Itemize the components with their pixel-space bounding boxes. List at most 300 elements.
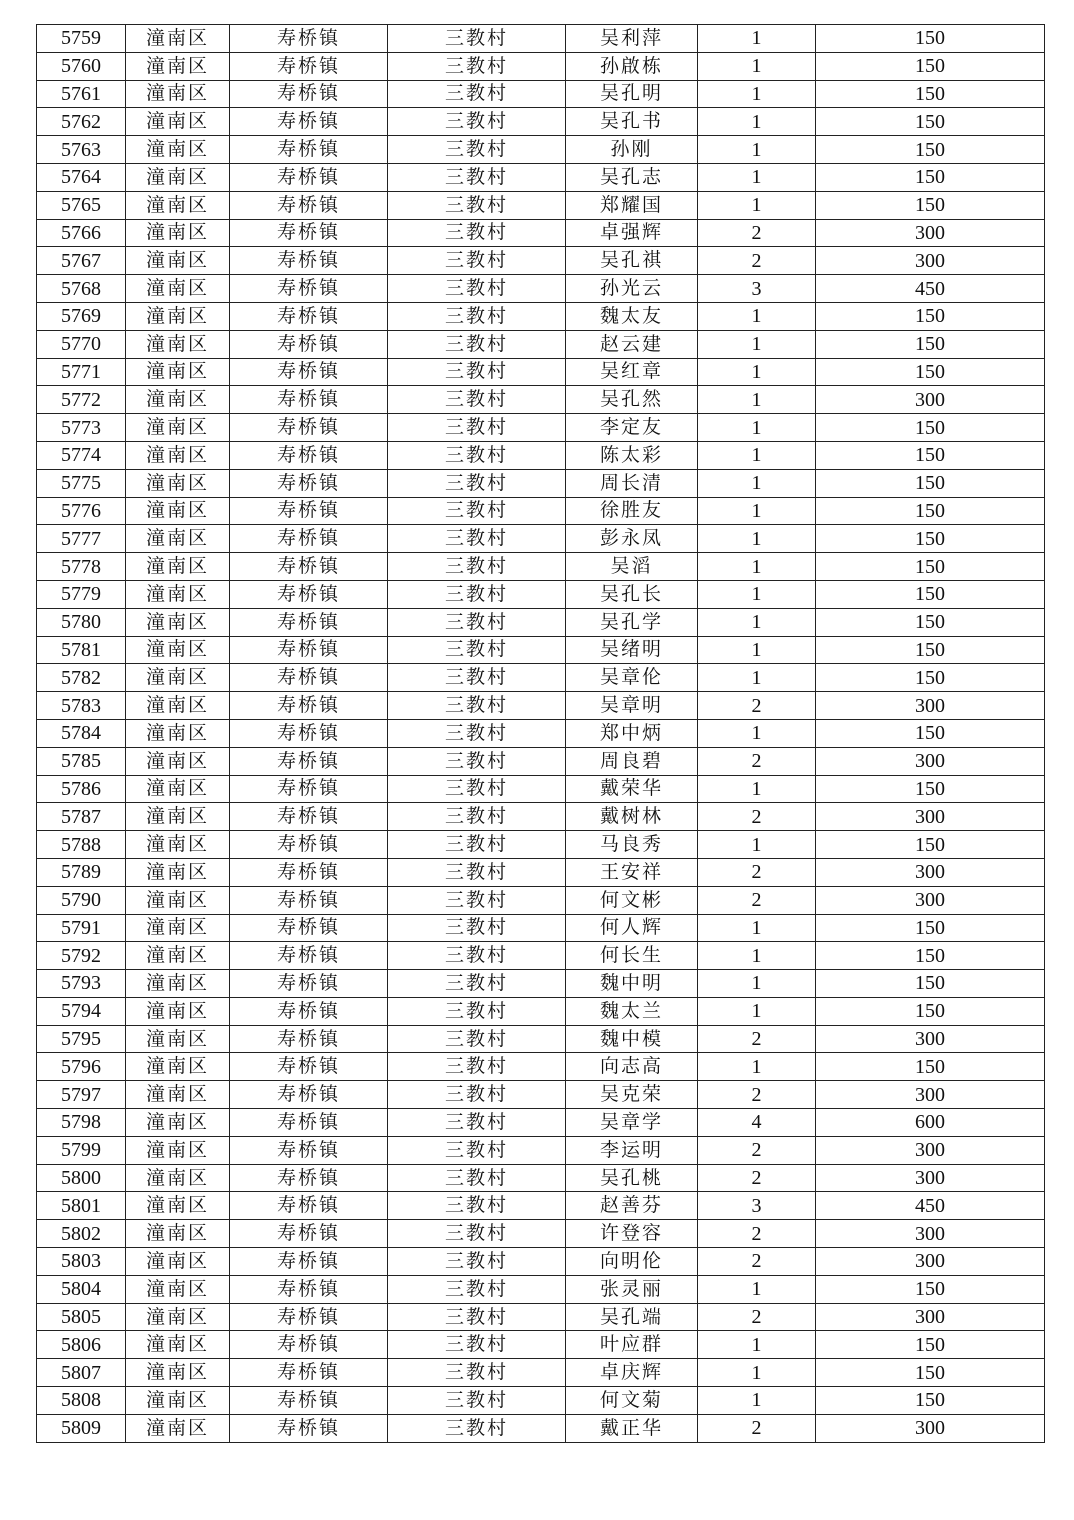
person-name-cell: 李定友	[566, 414, 698, 442]
table-row	[37, 858, 1045, 886]
village-cell: 三教村	[388, 1275, 566, 1303]
amount-cell: 150	[816, 1331, 1045, 1359]
amount-cell: 150	[816, 302, 1045, 330]
row-number-cell: 5772	[37, 386, 126, 414]
amount-cell: 150	[816, 330, 1045, 358]
table-row	[37, 414, 1045, 442]
amount-cell: 450	[816, 1192, 1045, 1220]
person-name-cell: 卓庆辉	[566, 1359, 698, 1387]
district-cell: 潼南区	[126, 386, 230, 414]
district-cell: 潼南区	[126, 580, 230, 608]
table-row	[37, 497, 1045, 525]
table-row	[37, 1053, 1045, 1081]
count-cell: 1	[698, 775, 816, 803]
table-row	[37, 1081, 1045, 1109]
row-number-cell: 5771	[37, 358, 126, 386]
village-cell: 三教村	[388, 719, 566, 747]
village-cell: 三教村	[388, 942, 566, 970]
village-cell: 三教村	[388, 775, 566, 803]
amount-cell: 450	[816, 275, 1045, 303]
row-number-cell: 5798	[37, 1109, 126, 1137]
town-cell: 寿桥镇	[230, 831, 388, 859]
table-row	[37, 52, 1045, 80]
district-cell: 潼南区	[126, 831, 230, 859]
count-cell: 1	[698, 997, 816, 1025]
village-cell: 三教村	[388, 1109, 566, 1137]
person-name-cell: 何人辉	[566, 914, 698, 942]
row-number-cell: 5807	[37, 1359, 126, 1387]
table-row	[37, 163, 1045, 191]
district-cell: 潼南区	[126, 858, 230, 886]
amount-cell: 150	[816, 553, 1045, 581]
count-cell: 1	[698, 831, 816, 859]
town-cell: 寿桥镇	[230, 302, 388, 330]
row-number-cell: 5783	[37, 692, 126, 720]
village-cell: 三教村	[388, 1331, 566, 1359]
village-cell: 三教村	[388, 247, 566, 275]
count-cell: 1	[698, 970, 816, 998]
town-cell: 寿桥镇	[230, 80, 388, 108]
row-number-cell: 5763	[37, 136, 126, 164]
district-cell: 潼南区	[126, 1359, 230, 1387]
count-cell: 1	[698, 1331, 816, 1359]
person-name-cell: 郑耀国	[566, 191, 698, 219]
town-cell: 寿桥镇	[230, 414, 388, 442]
village-cell: 三教村	[388, 108, 566, 136]
table-row	[37, 330, 1045, 358]
district-cell: 潼南区	[126, 747, 230, 775]
row-number-cell: 5808	[37, 1387, 126, 1415]
row-number-cell: 5805	[37, 1303, 126, 1331]
town-cell: 寿桥镇	[230, 247, 388, 275]
person-name-cell: 何文菊	[566, 1387, 698, 1415]
town-cell: 寿桥镇	[230, 191, 388, 219]
person-name-cell: 卓强辉	[566, 219, 698, 247]
row-number-cell: 5786	[37, 775, 126, 803]
count-cell: 2	[698, 1220, 816, 1248]
amount-cell: 300	[816, 247, 1045, 275]
table-row	[37, 386, 1045, 414]
town-cell: 寿桥镇	[230, 441, 388, 469]
village-cell: 三教村	[388, 386, 566, 414]
village-cell: 三教村	[388, 1414, 566, 1442]
amount-cell: 150	[816, 831, 1045, 859]
amount-cell: 150	[816, 25, 1045, 53]
row-number-cell: 5809	[37, 1414, 126, 1442]
amount-cell: 150	[816, 997, 1045, 1025]
row-number-cell: 5766	[37, 219, 126, 247]
district-cell: 潼南区	[126, 441, 230, 469]
count-cell: 1	[698, 441, 816, 469]
amount-cell: 300	[816, 1303, 1045, 1331]
count-cell: 4	[698, 1109, 816, 1137]
person-name-cell: 吴孔书	[566, 108, 698, 136]
person-name-cell: 吴孔然	[566, 386, 698, 414]
count-cell: 2	[698, 692, 816, 720]
person-name-cell: 吴孔端	[566, 1303, 698, 1331]
row-number-cell: 5801	[37, 1192, 126, 1220]
count-cell: 1	[698, 136, 816, 164]
village-cell: 三教村	[388, 580, 566, 608]
table-row	[37, 136, 1045, 164]
district-cell: 潼南区	[126, 775, 230, 803]
row-number-cell: 5759	[37, 25, 126, 53]
village-cell: 三教村	[388, 553, 566, 581]
table-row	[37, 1025, 1045, 1053]
count-cell: 1	[698, 553, 816, 581]
amount-cell: 300	[816, 803, 1045, 831]
district-cell: 潼南区	[126, 719, 230, 747]
amount-cell: 300	[816, 386, 1045, 414]
town-cell: 寿桥镇	[230, 108, 388, 136]
amount-cell: 600	[816, 1109, 1045, 1137]
row-number-cell: 5769	[37, 302, 126, 330]
person-name-cell: 魏中模	[566, 1025, 698, 1053]
town-cell: 寿桥镇	[230, 1220, 388, 1248]
town-cell: 寿桥镇	[230, 330, 388, 358]
amount-cell: 150	[816, 970, 1045, 998]
town-cell: 寿桥镇	[230, 608, 388, 636]
count-cell: 1	[698, 414, 816, 442]
person-name-cell: 魏中明	[566, 970, 698, 998]
village-cell: 三教村	[388, 136, 566, 164]
town-cell: 寿桥镇	[230, 719, 388, 747]
person-name-cell: 吴利萍	[566, 25, 698, 53]
amount-cell: 150	[816, 163, 1045, 191]
count-cell: 1	[698, 497, 816, 525]
row-number-cell: 5779	[37, 580, 126, 608]
district-cell: 潼南区	[126, 525, 230, 553]
town-cell: 寿桥镇	[230, 775, 388, 803]
count-cell: 1	[698, 330, 816, 358]
district-cell: 潼南区	[126, 275, 230, 303]
count-cell: 1	[698, 80, 816, 108]
person-name-cell: 吴孔桃	[566, 1164, 698, 1192]
count-cell: 1	[698, 1359, 816, 1387]
table-row	[37, 219, 1045, 247]
amount-cell: 150	[816, 497, 1045, 525]
table-row	[37, 1303, 1045, 1331]
town-cell: 寿桥镇	[230, 52, 388, 80]
table-row	[37, 1387, 1045, 1415]
count-cell: 2	[698, 219, 816, 247]
person-name-cell: 孙刚	[566, 136, 698, 164]
table-row	[37, 1359, 1045, 1387]
town-cell: 寿桥镇	[230, 136, 388, 164]
district-cell: 潼南区	[126, 636, 230, 664]
table-row	[37, 1248, 1045, 1276]
table-row	[37, 664, 1045, 692]
person-name-cell: 吴红章	[566, 358, 698, 386]
village-cell: 三教村	[388, 1303, 566, 1331]
district-cell: 潼南区	[126, 1248, 230, 1276]
count-cell: 3	[698, 275, 816, 303]
district-cell: 潼南区	[126, 803, 230, 831]
district-cell: 潼南区	[126, 163, 230, 191]
village-cell: 三教村	[388, 803, 566, 831]
district-cell: 潼南区	[126, 469, 230, 497]
table-row	[37, 608, 1045, 636]
row-number-cell: 5791	[37, 914, 126, 942]
district-cell: 潼南区	[126, 914, 230, 942]
town-cell: 寿桥镇	[230, 219, 388, 247]
row-number-cell: 5797	[37, 1081, 126, 1109]
count-cell: 1	[698, 664, 816, 692]
town-cell: 寿桥镇	[230, 497, 388, 525]
person-name-cell: 魏太友	[566, 302, 698, 330]
person-name-cell: 马良秀	[566, 831, 698, 859]
count-cell: 2	[698, 247, 816, 275]
village-cell: 三教村	[388, 970, 566, 998]
row-number-cell: 5788	[37, 831, 126, 859]
district-cell: 潼南区	[126, 997, 230, 1025]
person-name-cell: 吴孔长	[566, 580, 698, 608]
count-cell: 1	[698, 1053, 816, 1081]
count-cell: 1	[698, 52, 816, 80]
person-name-cell: 叶应群	[566, 1331, 698, 1359]
village-cell: 三教村	[388, 1164, 566, 1192]
person-name-cell: 吴孔志	[566, 163, 698, 191]
district-cell: 潼南区	[126, 970, 230, 998]
town-cell: 寿桥镇	[230, 636, 388, 664]
village-cell: 三教村	[388, 1192, 566, 1220]
village-cell: 三教村	[388, 831, 566, 859]
person-name-cell: 吴章明	[566, 692, 698, 720]
person-name-cell: 吴孔学	[566, 608, 698, 636]
count-cell: 1	[698, 636, 816, 664]
person-name-cell: 吴孔祺	[566, 247, 698, 275]
table-row	[37, 1414, 1045, 1442]
count-cell: 2	[698, 803, 816, 831]
town-cell: 寿桥镇	[230, 1303, 388, 1331]
amount-cell: 300	[816, 1081, 1045, 1109]
person-name-cell: 赵云建	[566, 330, 698, 358]
town-cell: 寿桥镇	[230, 1025, 388, 1053]
person-name-cell: 王安祥	[566, 858, 698, 886]
town-cell: 寿桥镇	[230, 692, 388, 720]
amount-cell: 300	[816, 1025, 1045, 1053]
person-name-cell: 吴绪明	[566, 636, 698, 664]
row-number-cell: 5795	[37, 1025, 126, 1053]
town-cell: 寿桥镇	[230, 803, 388, 831]
table-row	[37, 553, 1045, 581]
village-cell: 三教村	[388, 414, 566, 442]
town-cell: 寿桥镇	[230, 1109, 388, 1137]
row-number-cell: 5787	[37, 803, 126, 831]
count-cell: 1	[698, 608, 816, 636]
village-cell: 三教村	[388, 358, 566, 386]
count-cell: 1	[698, 580, 816, 608]
row-number-cell: 5784	[37, 719, 126, 747]
district-cell: 潼南区	[126, 52, 230, 80]
count-cell: 1	[698, 191, 816, 219]
count-cell: 1	[698, 942, 816, 970]
village-cell: 三教村	[388, 275, 566, 303]
count-cell: 1	[698, 914, 816, 942]
count-cell: 1	[698, 469, 816, 497]
count-cell: 2	[698, 747, 816, 775]
table-row	[37, 1275, 1045, 1303]
amount-cell: 300	[816, 1414, 1045, 1442]
town-cell: 寿桥镇	[230, 1053, 388, 1081]
row-number-cell: 5770	[37, 330, 126, 358]
amount-cell: 150	[816, 80, 1045, 108]
village-cell: 三教村	[388, 219, 566, 247]
amount-cell: 150	[816, 775, 1045, 803]
village-cell: 三教村	[388, 330, 566, 358]
row-number-cell: 5773	[37, 414, 126, 442]
amount-cell: 150	[816, 608, 1045, 636]
amount-cell: 150	[816, 636, 1045, 664]
table-row	[37, 636, 1045, 664]
town-cell: 寿桥镇	[230, 664, 388, 692]
amount-cell: 150	[816, 525, 1045, 553]
row-number-cell: 5762	[37, 108, 126, 136]
town-cell: 寿桥镇	[230, 386, 388, 414]
village-cell: 三教村	[388, 497, 566, 525]
row-number-cell: 5765	[37, 191, 126, 219]
person-name-cell: 陈太彩	[566, 441, 698, 469]
village-cell: 三教村	[388, 1387, 566, 1415]
amount-cell: 300	[816, 1220, 1045, 1248]
town-cell: 寿桥镇	[230, 525, 388, 553]
table-row	[37, 191, 1045, 219]
table-row	[37, 692, 1045, 720]
row-number-cell: 5790	[37, 886, 126, 914]
count-cell: 2	[698, 1303, 816, 1331]
district-cell: 潼南区	[126, 1192, 230, 1220]
district-cell: 潼南区	[126, 302, 230, 330]
count-cell: 2	[698, 886, 816, 914]
village-cell: 三教村	[388, 747, 566, 775]
village-cell: 三教村	[388, 664, 566, 692]
person-name-cell: 许登容	[566, 1220, 698, 1248]
row-number-cell: 5800	[37, 1164, 126, 1192]
data-table	[36, 24, 1045, 1443]
count-cell: 2	[698, 1025, 816, 1053]
table-row	[37, 914, 1045, 942]
town-cell: 寿桥镇	[230, 997, 388, 1025]
person-name-cell: 吴克荣	[566, 1081, 698, 1109]
row-number-cell: 5804	[37, 1275, 126, 1303]
village-cell: 三教村	[388, 1025, 566, 1053]
table-row	[37, 803, 1045, 831]
village-cell: 三教村	[388, 997, 566, 1025]
count-cell: 2	[698, 1414, 816, 1442]
count-cell: 2	[698, 1081, 816, 1109]
village-cell: 三教村	[388, 52, 566, 80]
amount-cell: 150	[816, 1053, 1045, 1081]
amount-cell: 300	[816, 219, 1045, 247]
count-cell: 1	[698, 302, 816, 330]
amount-cell: 300	[816, 858, 1045, 886]
person-name-cell: 何文彬	[566, 886, 698, 914]
town-cell: 寿桥镇	[230, 1414, 388, 1442]
town-cell: 寿桥镇	[230, 275, 388, 303]
village-cell: 三教村	[388, 1136, 566, 1164]
district-cell: 潼南区	[126, 25, 230, 53]
district-cell: 潼南区	[126, 1387, 230, 1415]
amount-cell: 150	[816, 719, 1045, 747]
table-row	[37, 970, 1045, 998]
count-cell: 2	[698, 1136, 816, 1164]
amount-cell: 150	[816, 108, 1045, 136]
town-cell: 寿桥镇	[230, 1331, 388, 1359]
table-row	[37, 747, 1045, 775]
table-row	[37, 1136, 1045, 1164]
district-cell: 潼南区	[126, 108, 230, 136]
district-cell: 潼南区	[126, 136, 230, 164]
district-cell: 潼南区	[126, 1275, 230, 1303]
count-cell: 1	[698, 163, 816, 191]
village-cell: 三教村	[388, 886, 566, 914]
district-cell: 潼南区	[126, 553, 230, 581]
town-cell: 寿桥镇	[230, 1164, 388, 1192]
village-cell: 三教村	[388, 25, 566, 53]
person-name-cell: 向志高	[566, 1053, 698, 1081]
row-number-cell: 5802	[37, 1220, 126, 1248]
village-cell: 三教村	[388, 525, 566, 553]
district-cell: 潼南区	[126, 80, 230, 108]
district-cell: 潼南区	[126, 1164, 230, 1192]
table-row	[37, 886, 1045, 914]
person-name-cell: 戴树林	[566, 803, 698, 831]
row-number-cell: 5794	[37, 997, 126, 1025]
district-cell: 潼南区	[126, 1109, 230, 1137]
village-cell: 三教村	[388, 191, 566, 219]
district-cell: 潼南区	[126, 1220, 230, 1248]
person-name-cell: 魏太兰	[566, 997, 698, 1025]
village-cell: 三教村	[388, 1053, 566, 1081]
table-row	[37, 275, 1045, 303]
count-cell: 1	[698, 386, 816, 414]
table-row	[37, 831, 1045, 859]
village-cell: 三教村	[388, 441, 566, 469]
row-number-cell: 5775	[37, 469, 126, 497]
town-cell: 寿桥镇	[230, 747, 388, 775]
district-cell: 潼南区	[126, 608, 230, 636]
count-cell: 1	[698, 1387, 816, 1415]
person-name-cell: 徐胜友	[566, 497, 698, 525]
district-cell: 潼南区	[126, 664, 230, 692]
count-cell: 1	[698, 1275, 816, 1303]
town-cell: 寿桥镇	[230, 469, 388, 497]
town-cell: 寿桥镇	[230, 553, 388, 581]
amount-cell: 150	[816, 1275, 1045, 1303]
village-cell: 三教村	[388, 469, 566, 497]
district-cell: 潼南区	[126, 1081, 230, 1109]
village-cell: 三教村	[388, 163, 566, 191]
person-name-cell: 吴章学	[566, 1109, 698, 1137]
table-row	[37, 302, 1045, 330]
town-cell: 寿桥镇	[230, 1275, 388, 1303]
row-number-cell: 5764	[37, 163, 126, 191]
district-cell: 潼南区	[126, 330, 230, 358]
village-cell: 三教村	[388, 1220, 566, 1248]
count-cell: 3	[698, 1192, 816, 1220]
table-row	[37, 1164, 1045, 1192]
town-cell: 寿桥镇	[230, 163, 388, 191]
row-number-cell: 5789	[37, 858, 126, 886]
person-name-cell: 吴章伦	[566, 664, 698, 692]
person-name-cell: 李运明	[566, 1136, 698, 1164]
town-cell: 寿桥镇	[230, 858, 388, 886]
count-cell: 1	[698, 358, 816, 386]
district-cell: 潼南区	[126, 1025, 230, 1053]
table-row	[37, 997, 1045, 1025]
district-cell: 潼南区	[126, 1414, 230, 1442]
district-cell: 潼南区	[126, 247, 230, 275]
